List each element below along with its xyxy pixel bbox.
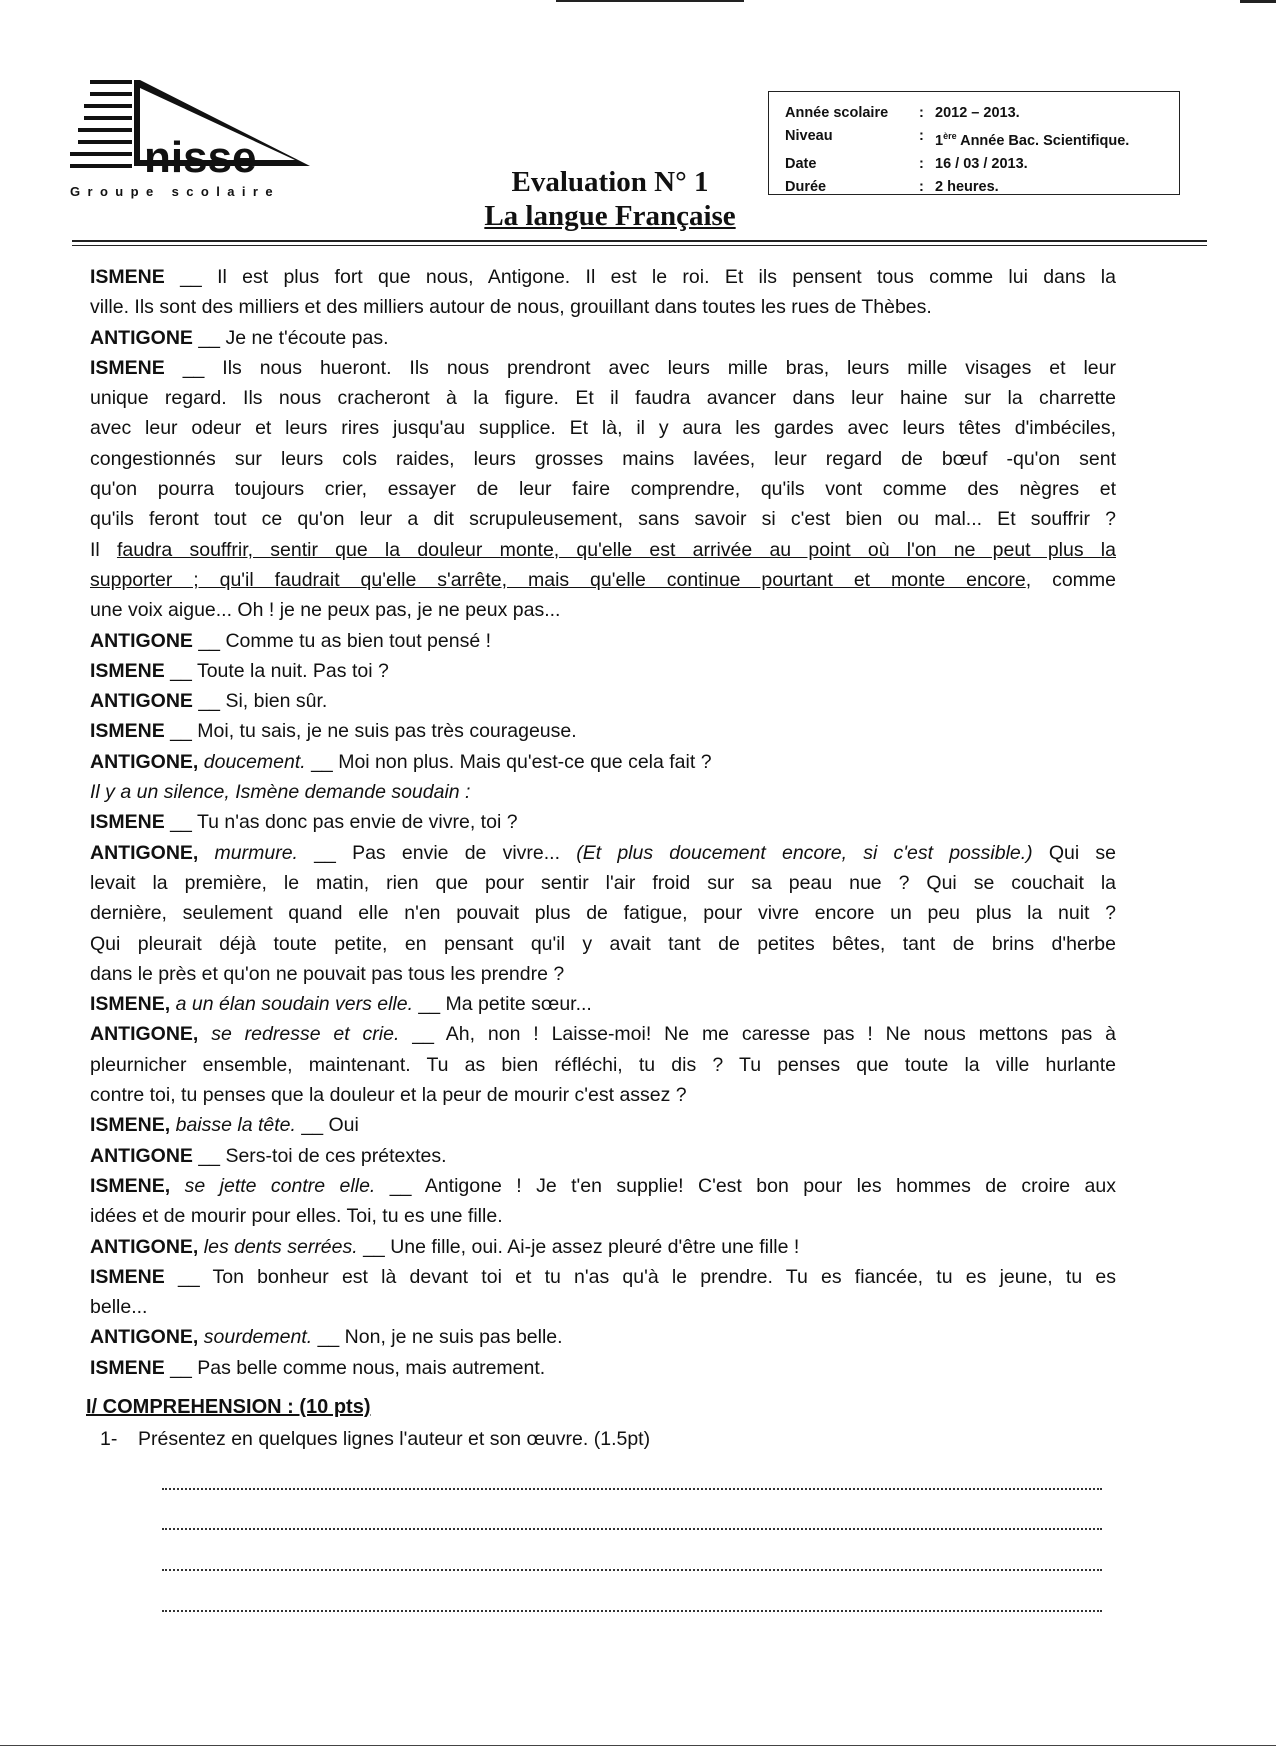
dialogue-line: une voix aigue... Oh ! je ne peux pas, je ne peux pas... [90,599,561,622]
dialogue-line: dernière, seulement quand elle n'en pouvait plus de fatigue, pour vivre encore un peu plus la nuit ? [90,902,1116,925]
info-label: Année scolaire [785,105,889,121]
info-value: 2 heures. [935,178,999,195]
dialogue-line: ANTIGONE __ Comme tu as bien tout pensé ! [90,629,492,652]
exam-title-line1: Evaluation N° 1 [511,166,709,198]
logo-graphic [70,80,360,205]
dialogue-line: ANTIGONE, les dents serrées. __ Une fille, oui. Ai-je assez pleuré d'être une fille ! [90,1235,800,1258]
dialogue-line: Il faudra souffrir, sentir que la douleur monte, qu'elle est arrivée au point où l'on ne peut plus la [90,538,1116,561]
dialogue-line: ISMENE, se jette contre elle. __ Antigone ! Je t'en supplie! C'est bon pour les hommes de croire aux [90,1174,1116,1197]
logo-tagline: Groupe scolaire [70,184,280,199]
dialogue-line: dans le près et qu'on ne pouvait pas tous les prendre ? [90,962,565,985]
dialogue-line: ISMENE __ Moi, tu sais, je ne suis pas très courageuse. [90,720,577,743]
dialogue-line: ANTIGONE, doucement. __ Moi non plus. Mais qu'est-ce que cela fait ? [90,750,712,773]
scan-corner-mark [1240,0,1276,3]
question-1 [100,1428,650,1451]
answer-line[interactable] [162,1610,1102,1612]
info-label: Niveau [785,128,833,144]
dialogue-line: ISMENE __ Il est plus fort que nous, Antigone. Il est le roi. Et ils pensent tous comme lui dans la [90,266,1116,288]
info-row-level: Niveau : 1ère Année Bac. Scientifique. [785,125,1179,153]
dialogue-line: ville. Ils sont des milliers et des milliers autour de nous, grouillant dans toutes les rues de Thèbes. [90,296,932,319]
exam-info-box [768,91,1180,195]
question-number: 1- [100,1428,118,1450]
dialogue-line: qu'ils feront tout ce qu'on leur a dit scrupuleusement, sans savoir si c'est bien ou mal... Et souffrir ? [90,508,1116,531]
dialogue-line: pleurnicher ensemble, maintenant. Tu as bien réfléchi, tu dis ? Tu penses que toute la ville hurlante [90,1053,1116,1076]
underlined-passage: faudra souffrir, sentir que la douleur monte, qu'elle est arrivée au point où l'on ne peut plus la [116,538,1116,561]
dialogue-text [90,262,1116,1383]
dialogue-line: ANTIGONE __ Sers-toi de ces prétextes. [90,1144,447,1167]
answer-line[interactable] [162,1569,1102,1571]
dialogue-line: ISMENE __ Toute la nuit. Pas toi ? [90,659,389,682]
info-value: 2012 – 2013. [935,105,1020,121]
dialogue-line: ANTIGONE, murmure. __ Pas envie de vivre... (Et plus doucement encore, si c'est possible.) Qui se [90,841,1116,864]
dialogue-line: idées et de mourir pour elles. Toi, tu es une fille. [90,1205,503,1228]
dialogue-line: ANTIGONE __ Si, bien sûr. [90,690,328,713]
info-row-year: Année scolaire : 2012 – 2013. [785,102,1179,125]
dialogue-line: ISMENE, a un élan soudain vers elle. __ Ma petite sœur... [90,993,592,1016]
info-label: Durée [785,178,827,195]
dialogue-line: ANTIGONE, sourdement. __ Non, je ne suis pas belle. [90,1326,563,1349]
answer-line[interactable] [162,1528,1102,1530]
exam-title-line2: La langue Française [484,200,736,232]
question-text: Présentez en quelques lignes l'auteur et son œuvre. (1.5pt) [138,1428,651,1450]
info-label: Date [785,155,817,172]
dialogue-line: belle... [90,1296,148,1319]
scan-bottom-edge [0,1745,1276,1746]
dialogue-line: ISMENE __ Ils nous hueront. Ils nous prendront avec leurs mille bras, leurs mille visages et leur [90,356,1116,379]
dialogue-line: unique regard. Ils nous cracheront à la figure. Et il faudra avancer dans leur haine sur la charrette [90,387,1116,410]
section-heading-comprehension: I/ COMPREHENSION : (10 pts) [86,1396,371,1418]
info-row-duration: Durée : 2 heures. [785,176,1179,199]
underlined-passage: supporter ; qu'il faudrait qu'elle s'arrête, mais qu'elle continue pourtant et monte encore [90,568,1026,591]
dialogue-line: supporter ; qu'il faudrait qu'elle s'arrête, mais qu'elle continue pourtant et monte encore, comme [90,568,1117,591]
header-divider-thin [72,245,1207,246]
dialogue-line: congestionnés sur leurs cols raides, leurs grosses mains lavées, leur regard de bœuf -qu'on sent [90,447,1116,470]
dialogue-line: ISMENE __ Tu n'as donc pas envie de vivre, toi ? [90,811,518,834]
scan-top-mark [556,0,744,2]
logo-brand-text: nisse [144,133,257,182]
dialogue-line: ISMENE __ Pas belle comme nous, mais autrement. [90,1356,546,1379]
stage-direction: Il y a un silence, Ismène demande soudain : [90,781,471,804]
dialogue-line: ANTIGONE __ Je ne t'écoute pas. [90,326,389,349]
dialogue-line: ISMENE __ Ton bonheur est là devant toi et tu n'as qu'à le prendre. Tu es fiancée, tu es jeune, tu es [90,1265,1116,1288]
info-value: 1ère Année Bac. Scientifique. [935,131,1130,149]
dialogue-line: qu'on pourra toujours crier, essayer de leur faire comprendre, qu'ils vont comme des nègres et [90,478,1116,501]
dialogue-line: contre toi, tu penses que la douleur et la peur de mourir c'est assez ? [90,1084,687,1107]
info-row-date: Date : 16 / 03 / 2013. [785,153,1179,176]
dialogue-line: ISMENE, baisse la tête. __ Oui [90,1114,359,1137]
exam-title [440,165,780,233]
dialogue-line: avec leur odeur et leurs rires jusqu'au supplice. Et là, il y aura les gardes avec leurs têtes d'imbéciles, [90,417,1116,440]
dialogue-line: levait la première, le matin, rien que pour sentir l'air froid sur sa peau nue ? Qui se couchait la [90,871,1116,894]
info-value: 16 / 03 / 2013. [935,155,1028,172]
header-divider [72,240,1207,242]
answer-line[interactable] [162,1488,1102,1490]
dialogue-line: ANTIGONE, se redresse et crie. __ Ah, non ! Laisse-moi! Ne me caresse pas ! Ne nous mettons pas à [90,1023,1116,1046]
school-logo [70,80,360,205]
dialogue-line: Qui pleurait déjà toute petite, en pensant qu'il y avait tant de petites bêtes, tant de brins d'herbe [90,932,1116,955]
